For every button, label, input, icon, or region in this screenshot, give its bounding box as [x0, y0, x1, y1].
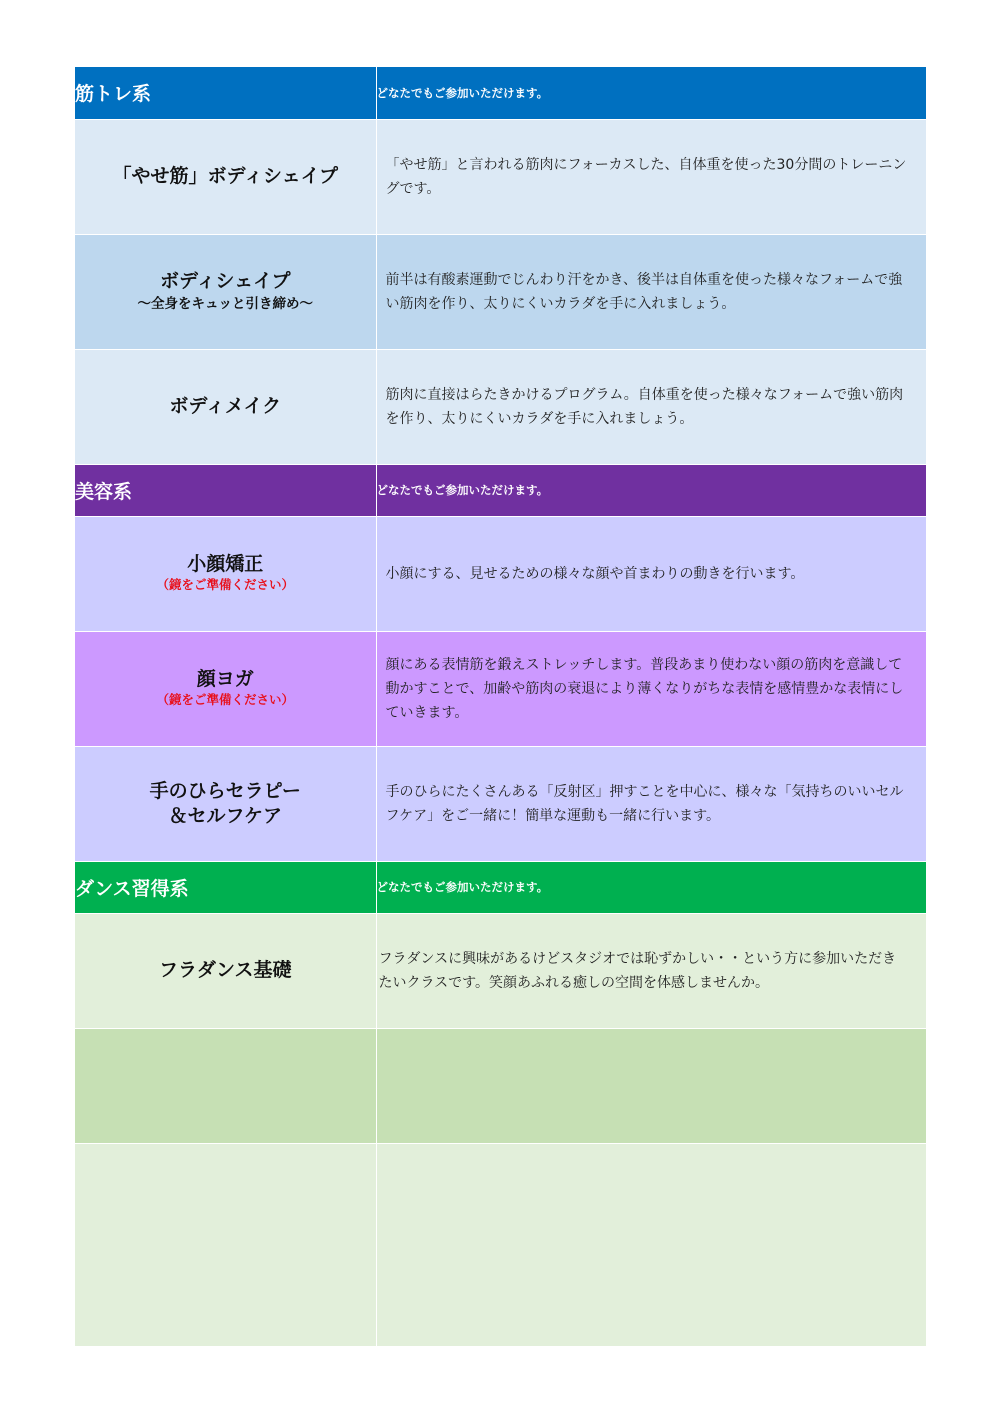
class-name: 顔ヨガ — [196, 667, 254, 690]
class-description: 手のひらにたくさんある「反射区」押すことを中心に、様々な「気持ちのいいセルフケア」をご一緒に！簡単な運動も一緒に行います。 — [385, 783, 904, 824]
class-description: 小顔にする、見せるための様々な顔や首まわりの動きを行います。 — [385, 565, 805, 582]
class-name — [75, 779, 376, 828]
section-note: どなたでもご参加いただけます。 — [376, 464, 926, 516]
class-name-line: ＆セルフケア — [168, 804, 282, 827]
class-description: 筋肉に直接はらたきかけるプログラム。自体重を使った様々なフォームで強い筋肉を作り、太りにくいカラダを手に入れましょう。 — [385, 386, 904, 427]
section-note: どなたでもご参加いただけます。 — [376, 861, 926, 913]
section-title: 美容系 — [75, 464, 376, 516]
class-description: フラダンスに興味があるけどスタジオでは恥ずかしい・・という方に参加いただきたいクラスです。笑顔あふれる癒しの空間を体感しませんか。 — [378, 950, 897, 991]
class-note: （鏡をご準備ください） — [156, 692, 294, 708]
class-note: （鏡をご準備ください） — [156, 577, 294, 593]
class-name: フラダンス基礎 — [159, 959, 292, 982]
class-schedule-table — [75, 67, 926, 1347]
class-row — [75, 349, 926, 464]
class-description: 前半は有酸素運動でじんわり汗をかき、後半は自体重を使った様々なフォームで強い筋肉を作り、太りにくいカラダを手に入れましょう。 — [385, 271, 903, 312]
class-name-line: 手のひらセラピー — [149, 779, 301, 802]
class-row — [75, 913, 926, 1028]
class-row — [75, 631, 926, 746]
section-title: 筋トレ系 — [75, 67, 376, 119]
class-row — [75, 746, 926, 861]
class-name: ボディシェイプ — [159, 270, 291, 293]
empty-row — [75, 1143, 926, 1346]
class-name: ボディメイク — [169, 395, 282, 418]
class-row — [75, 119, 926, 234]
class-description: 「やせ筋」と言われる筋肉にフォーカスした、自体重を使った30分間のトレーニングです。 — [385, 156, 907, 197]
class-name: 「やせ筋」ボディシェイプ — [112, 165, 339, 188]
class-name: 小顔矯正 — [187, 552, 264, 575]
section-title: ダンス習得系 — [75, 861, 376, 913]
empty-row — [75, 1028, 926, 1143]
class-subtitle: ～全身をキュッと引き締め～ — [137, 295, 313, 312]
class-description: 顔にある表情筋を鍛えストレッチします。普段あまり使わない顔の筋肉を意識して動かすことで、加齢や筋肉の衰退により薄くなりがちな表情を感情豊かな表情にしていきます。 — [385, 656, 904, 721]
dance-section-header — [75, 861, 926, 913]
class-row — [75, 516, 926, 631]
class-row — [75, 234, 926, 349]
beauty-section-header — [75, 464, 926, 516]
section-note: どなたでもご参加いただけます。 — [376, 67, 926, 119]
strength-section-header — [75, 67, 926, 119]
